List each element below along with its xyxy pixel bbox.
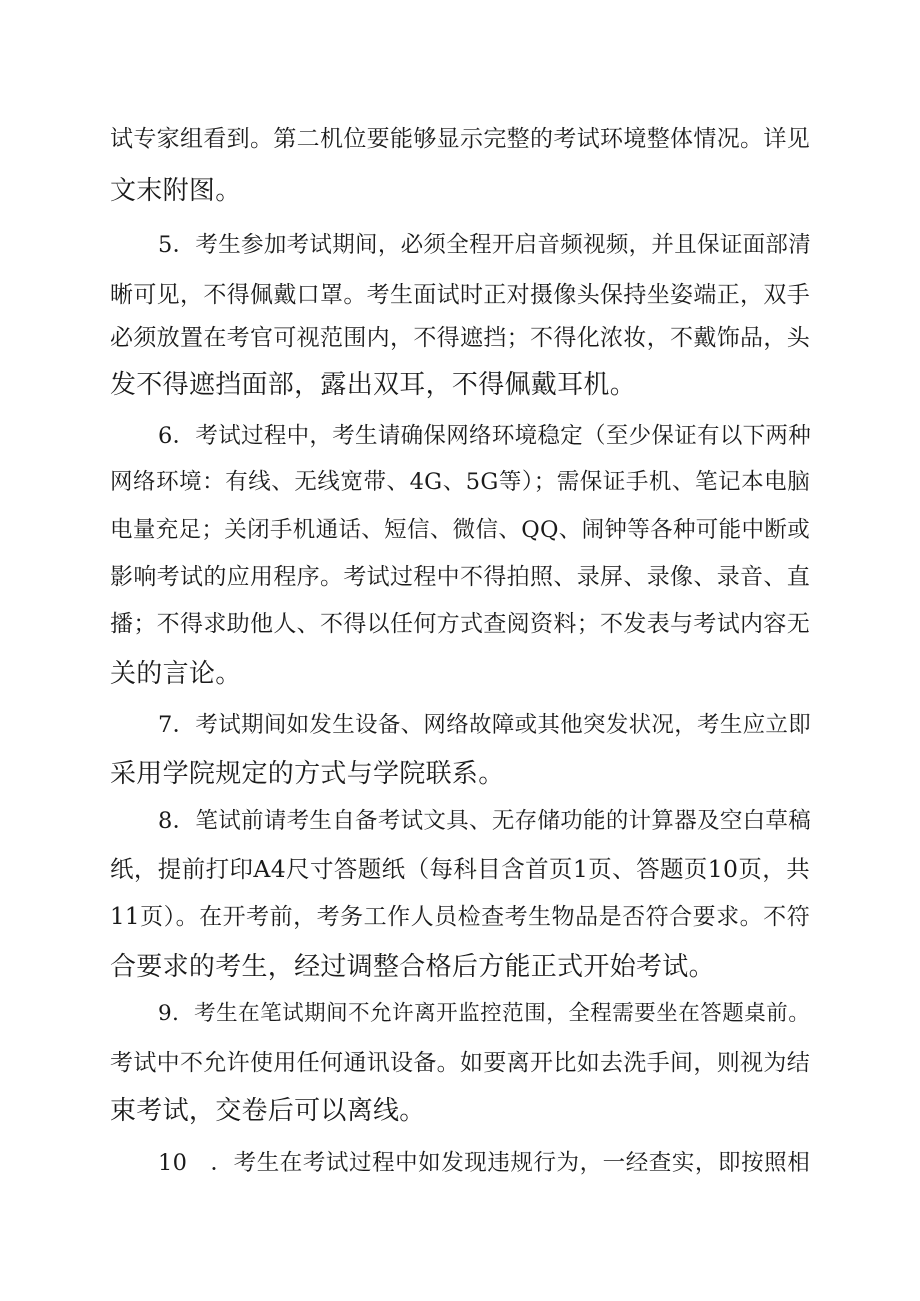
paragraph-line: 10 ．考生在考试过程中如发现违规行为，一经查实，即按照相 (158, 1150, 810, 1176)
paragraph-line: 7．考试期间如发生设备、网络故障或其他突发状况，考生应立即 (158, 712, 812, 738)
paragraph-line: 6．考试过程中，考生请确保网络环境稳定（至少保证有以下两种 (158, 423, 812, 449)
paragraph-line: 电量充足；关闭手机通话、短信、微信、QQ、闹钟等各种可能中断或 (110, 517, 810, 543)
paragraph-line: 束考试，交卷后可以离线。 (110, 1096, 426, 1126)
paragraph-line: 合要求的考生，经过调整合格后方能正式开始考试。 (110, 952, 715, 982)
paragraph-line: 11页）。在开考前，考务工作人员检查考生物品是否符合要求。不符 (110, 904, 810, 930)
paragraph-line: 关的言论。 (110, 659, 242, 689)
paragraph-line: 考试中不允许使用任何通讯设备。如要离开比如去洗手间，则视为结 (110, 1050, 810, 1076)
paragraph-line: 文末附图。 (110, 176, 242, 206)
paragraph-line: 影响考试的应用程序。考试过程中不得拍照、录屏、录像、录音、直 (110, 564, 810, 590)
paragraph-line: 纸，提前打印A4尺寸答题纸（每科目含首页1页、答题页10页，共 (110, 855, 810, 883)
paragraph-line: 采用学院规定的方式与学院联系。 (110, 759, 505, 789)
paragraph-line: 试专家组看到。第二机位要能够显示完整的考试环境整体情况。详见 (110, 126, 810, 152)
paragraph-line: 发不得遮挡面部，露出双耳，不得佩戴耳机。 (110, 370, 637, 400)
paragraph-line: 网络环境：有线、无线宽带、4G、5G等）；需保证手机、笔记本电脑 (110, 469, 810, 495)
paragraph-line: 9．考生在笔试期间不允许离开监控范围，全程需要坐在答题桌前。 (158, 1001, 810, 1026)
paragraph-line: 晰可见，不得佩戴口罩。考生面试时正对摄像头保持坐姿端正，双手 (110, 282, 810, 308)
paragraph-line: 必须放置在考官可视范围内，不得遮挡；不得化浓妆，不戴饰品，头 (110, 325, 810, 351)
paragraph-line: 播；不得求助他人、不得以任何方式查阅资料；不发表与考试内容无 (110, 611, 810, 637)
paragraph-line: 5．考生参加考试期间，必须全程开启音频视频，并且保证面部清 (158, 232, 812, 258)
paragraph-line: 8．笔试前请考生自备考试文具、无存储功能的计算器及空白草稿 (158, 808, 812, 834)
